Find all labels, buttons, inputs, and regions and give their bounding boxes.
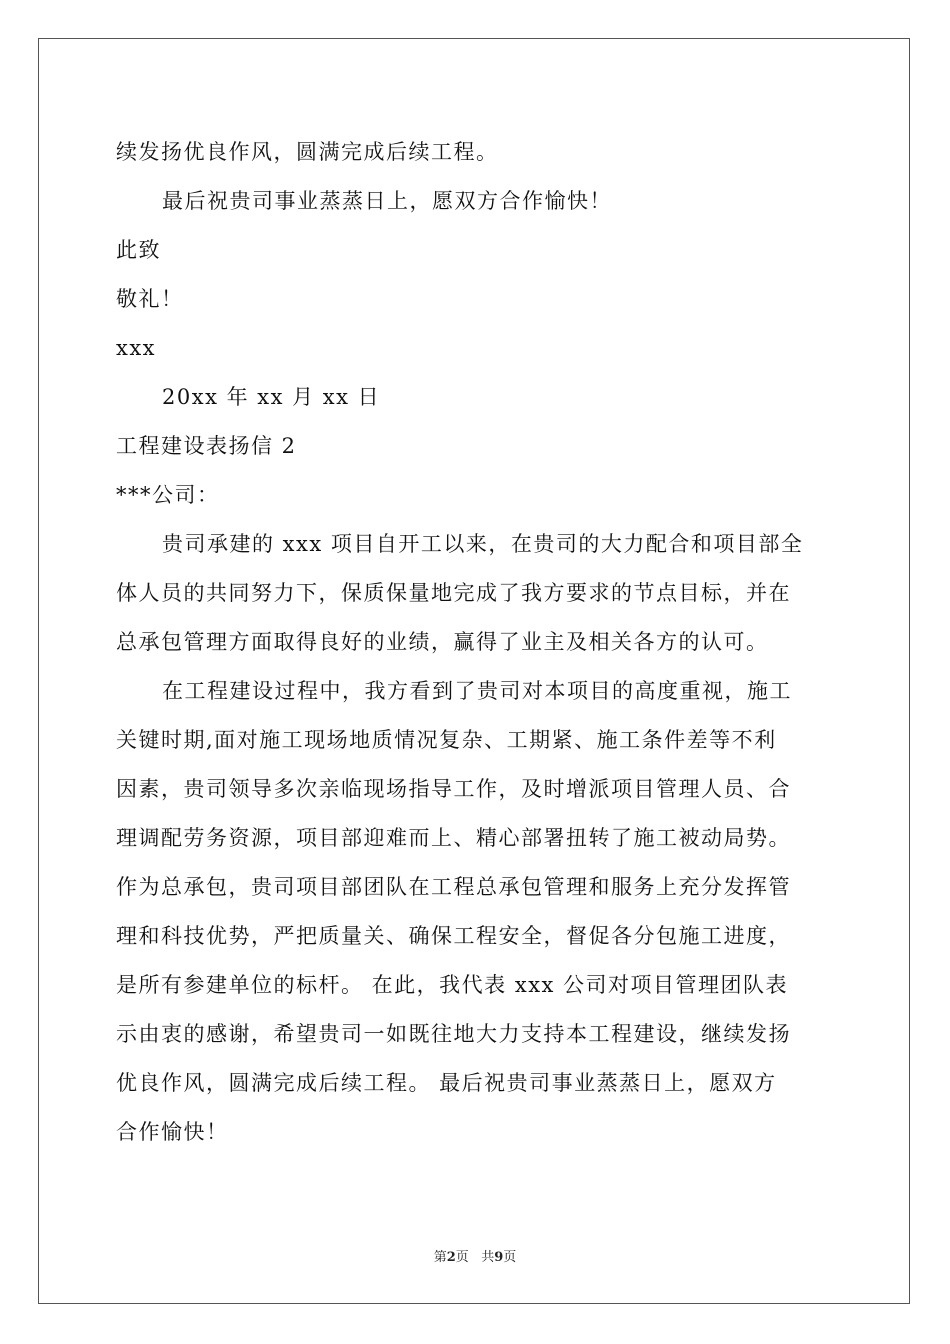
text-line: 合作愉快！	[116, 1120, 229, 1144]
text-line: 优良作风，圆满完成后续工程。 最后祝贵司事业蒸蒸日上，愿双方	[116, 1071, 777, 1095]
text-line: 理和科技优势，严把质量关、确保工程安全，督促各分包施工进度，	[116, 924, 791, 948]
text-line: 因素，贵司领导多次亲临现场指导工作，及时增派项目管理人员、合	[116, 777, 791, 801]
text-line: 示由衷的感谢，希望贵司一如既往地大力支持本工程建设，继续发扬	[116, 1022, 791, 1046]
text-line: 在工程建设过程中，我方看到了贵司对本项目的高度重视，施工	[162, 679, 792, 703]
letter-body	[116, 128, 836, 1157]
text-line: 最后祝贵司事业蒸蒸日上，愿双方合作愉快！	[162, 189, 612, 213]
total-pages: 9	[494, 1250, 504, 1265]
text-line: 是所有参建单位的标杆。 在此，我代表 xxx 公司对项目管理团队表	[116, 973, 789, 997]
closing-regards: 敬礼！	[116, 287, 184, 311]
section-title: 工程建设表扬信 2	[116, 434, 297, 458]
page-prefix: 第	[433, 1250, 447, 1265]
text-line: 关键时期,面对施工现场地质情况复杂、工期紧、施工条件差等不利	[116, 728, 777, 752]
recipient-line: ***公司：	[116, 483, 220, 507]
page-number: 2	[446, 1250, 456, 1265]
signature-date: 20xx 年 xx 月 xx 日	[162, 385, 381, 409]
text-line: 理调配劳务资源，项目部迎难而上、精心部署扭转了施工被动局势。	[116, 826, 791, 850]
closing-salutation: 此致	[116, 238, 161, 262]
text-line: 总承包管理方面取得良好的业绩，赢得了业主及相关各方的认可。	[116, 630, 769, 654]
signature-name: xxx	[116, 336, 157, 360]
text-line: 体人员的共同努力下，保质保量地完成了我方要求的节点目标，并在	[116, 581, 791, 605]
text-line: 续发扬优良作风，圆满完成后续工程。	[116, 140, 499, 164]
total-suffix: 页	[503, 1250, 517, 1265]
total-prefix: 共	[481, 1250, 495, 1265]
text-line: 作为总承包，贵司项目部团队在工程总承包管理和服务上充分发挥管	[116, 875, 791, 899]
page-footer	[0, 1246, 950, 1265]
text-line: 贵司承建的 xxx 项目自开工以来，在贵司的大力配合和项目部全	[162, 532, 804, 556]
page-suffix: 页	[455, 1250, 469, 1265]
